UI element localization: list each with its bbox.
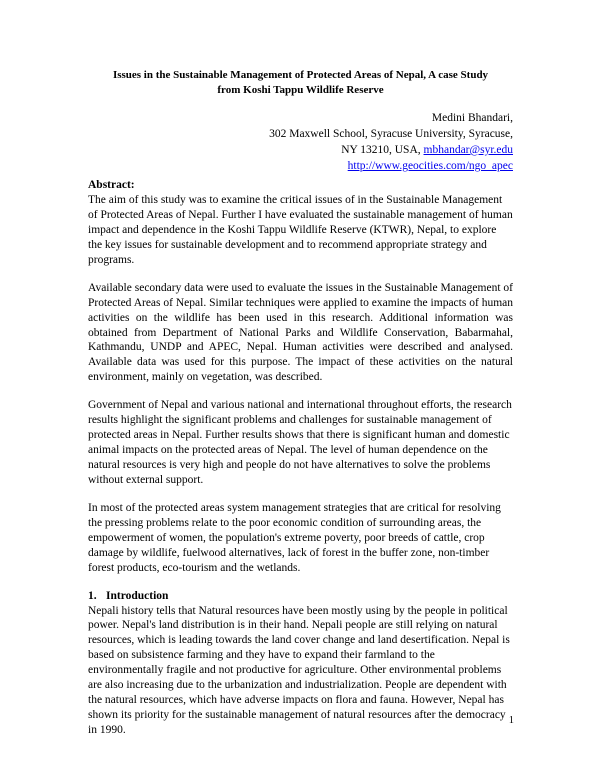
page-number: 1 — [508, 715, 514, 726]
author-affiliation: 302 Maxwell School, Syracuse University, Syracuse, — [269, 127, 513, 140]
abstract-paragraph-4: In most of the protected areas system management strategies that are critical for resolving the pressing problems relate to the poor economic condition of surrounding areas, the empowerment of women, the population's extreme poverty, poor breeds of cattle, crop damage by wildlife, fuelwood alternatives, lack of forest in the buffer zone, non-timber forest products, eco-tourism and the wetlands. — [88, 501, 501, 574]
section-1-heading — [88, 589, 513, 604]
section-1-paragraph: Nepali history tells that Natural resources have been mostly using by the people in political power. Nepal's land distribution is in their hand. Nepali people are still relying on natural resources, which is leading towards the land cover change and land desertification. Nepal is based on subsistence farming and they have to expand their farmland to the environmentally fragile and not productive for agriculture. Other environmental problems are also increasing due to the urbanization and industrialization. People are dependent with the natural resources, which have adverse impacts on flora and fauna. However, Nepal has shown its priority for the sustainable management of natural resources after the democracy in 1990. — [88, 604, 510, 736]
abstract-paragraph-3: Government of Nepal and various national and international throughout efforts, the research results highlight the significant problems and challenges for sustainable management of protected areas in Nepal. Further results shows that there is significant human and domestic animal impacts on the protected areas of Nepal. The level of human dependence on the natural resources is very high and people do not have alternatives to solve the problems without external support. — [88, 399, 512, 486]
author-address: NY 13210, USA, — [341, 143, 424, 156]
author-email-link[interactable]: mbhandar@syr.edu — [423, 143, 513, 156]
paper-page — [88, 68, 513, 751]
title-line-2: from Koshi Tappu Wildlife Reserve — [217, 83, 384, 96]
abstract-heading: Abstract: — [88, 179, 135, 192]
author-name: Medini Bhandari, — [431, 111, 513, 124]
author-website-line — [88, 158, 513, 174]
section-1-number: 1. — [88, 589, 97, 602]
paper-title — [88, 68, 513, 98]
author-block — [88, 110, 513, 174]
title-line-1: Issues in the Sustainable Management of Protected Areas of Nepal, A case Study — [112, 69, 489, 81]
abstract-paragraph-1: The aim of this study was to examine the critical issues of in the Sustainable Management of Protected Areas of Nepal. Further I have evaluated the sustainable management of human impact and dependence in the Koshi Tappu Wildlife Reserve (KTWR), Nepal, to explore the key issues for sustainable development and to recommend appropriate strategy and programs. — [88, 194, 513, 266]
abstract-paragraph-2: Available secondary data were used to evaluate the issues in the Sustainable Management of Protected Areas of Nepal. Similar techniques were applied to examine the impacts of human activities on the wildlife has been used in this research. Additional information was obtained from Department of National Parks and Wildlife Conservation, Babarmahal, Kathmandu, UNDP and APEC, Nepal. Human activities were described and analysed. Available data was used for this purpose. The impact of these activities on the natural environment, mainly on vegetation, was described. — [88, 281, 513, 384]
section-1-title: Introduction — [106, 589, 169, 602]
author-address-line — [88, 142, 513, 158]
author-website-link[interactable]: http://www.geocities.com/ngo_apec — [347, 159, 513, 172]
